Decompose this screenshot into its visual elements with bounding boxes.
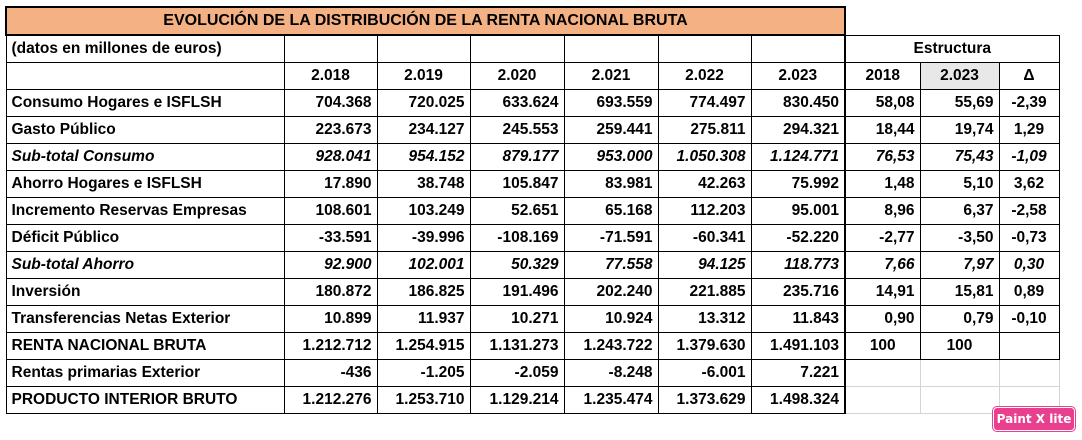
- value-cell[interactable]: 38.748: [377, 171, 470, 198]
- value-cell[interactable]: 108.601: [284, 198, 377, 225]
- structure-cell[interactable]: -0,10: [999, 306, 1059, 333]
- value-cell[interactable]: 102.001: [377, 252, 470, 279]
- year-header[interactable]: 2.018: [284, 63, 377, 90]
- structure-cell[interactable]: 100: [920, 333, 999, 360]
- value-cell[interactable]: -436: [284, 360, 377, 387]
- value-cell[interactable]: 235.716: [751, 279, 845, 306]
- value-cell[interactable]: 103.249: [377, 198, 470, 225]
- structure-cell[interactable]: -2,77: [845, 225, 920, 252]
- value-cell[interactable]: -2.059: [470, 360, 564, 387]
- value-cell[interactable]: -52.220: [751, 225, 845, 252]
- table-title[interactable]: EVOLUCIÓN DE LA DISTRIBUCIÓN DE LA RENTA NACIONAL BRUTA: [6, 7, 845, 35]
- value-cell[interactable]: -108.169: [470, 225, 564, 252]
- value-cell[interactable]: 633.624: [470, 90, 564, 117]
- value-cell[interactable]: 52.651: [470, 198, 564, 225]
- structure-header[interactable]: Estructura: [845, 35, 1059, 63]
- structure-cell[interactable]: 15,81: [920, 279, 999, 306]
- value-cell[interactable]: 830.450: [751, 90, 845, 117]
- row-label[interactable]: RENTA NACIONAL BRUTA: [6, 333, 284, 360]
- value-cell[interactable]: 11.937: [377, 306, 470, 333]
- value-cell[interactable]: -33.591: [284, 225, 377, 252]
- value-cell[interactable]: -71.591: [564, 225, 658, 252]
- table-row: [6, 360, 1059, 387]
- blank-cell[interactable]: [470, 35, 564, 63]
- table-row: [6, 171, 1059, 198]
- units-note[interactable]: (datos en millones de euros): [6, 35, 284, 63]
- table-row: [6, 198, 1059, 225]
- value-cell[interactable]: 234.127: [377, 117, 470, 144]
- structure-cell[interactable]: 0,90: [845, 306, 920, 333]
- table-row: [6, 90, 1059, 117]
- value-cell[interactable]: 953.000: [564, 144, 658, 171]
- value-cell[interactable]: 10.924: [564, 306, 658, 333]
- value-cell[interactable]: 191.496: [470, 279, 564, 306]
- value-cell[interactable]: 259.441: [564, 117, 658, 144]
- value-cell[interactable]: 1.243.722: [564, 333, 658, 360]
- blank-cell[interactable]: [751, 35, 845, 63]
- table-row: [6, 117, 1059, 144]
- value-cell[interactable]: 221.885: [658, 279, 751, 306]
- blank-cell[interactable]: [6, 63, 284, 90]
- value-cell[interactable]: 1.379.630: [658, 333, 751, 360]
- structure-year-header[interactable]: 2018: [845, 63, 920, 90]
- structure-cell[interactable]: -2,39: [999, 90, 1059, 117]
- value-cell[interactable]: 112.203: [658, 198, 751, 225]
- table-row: [6, 279, 1059, 306]
- value-cell[interactable]: 1.373.629: [658, 387, 751, 414]
- value-cell[interactable]: 7.221: [751, 360, 845, 387]
- row-label[interactable]: Sub-total Ahorro: [6, 252, 284, 279]
- structure-cell[interactable]: 76,53: [845, 144, 920, 171]
- year-header[interactable]: 2.021: [564, 63, 658, 90]
- blank-cell[interactable]: [845, 7, 1059, 35]
- value-cell[interactable]: 1.212.712: [284, 333, 377, 360]
- table-row: [6, 306, 1059, 333]
- value-cell[interactable]: 83.981: [564, 171, 658, 198]
- value-cell[interactable]: 50.329: [470, 252, 564, 279]
- row-label[interactable]: Incremento Reservas Empresas: [6, 198, 284, 225]
- value-cell[interactable]: 95.001: [751, 198, 845, 225]
- structure-cell[interactable]: 3,62: [999, 171, 1059, 198]
- structure-cell[interactable]: -3,50: [920, 225, 999, 252]
- value-cell[interactable]: 186.825: [377, 279, 470, 306]
- blank-cell[interactable]: [845, 360, 920, 387]
- structure-cell[interactable]: 0,30: [999, 252, 1059, 279]
- year-header[interactable]: 2.023: [751, 63, 845, 90]
- value-cell[interactable]: 693.559: [564, 90, 658, 117]
- row-label[interactable]: Transferencias Netas Exterior: [6, 306, 284, 333]
- structure-cell[interactable]: 58,08: [845, 90, 920, 117]
- value-cell[interactable]: 1.212.276: [284, 387, 377, 414]
- year-header[interactable]: 2.022: [658, 63, 751, 90]
- value-cell[interactable]: -1.205: [377, 360, 470, 387]
- table-row: [6, 387, 1059, 414]
- value-cell[interactable]: 10.899: [284, 306, 377, 333]
- row-label[interactable]: Consumo Hogares e ISFLSH: [6, 90, 284, 117]
- structure-year-header[interactable]: Δ: [999, 63, 1059, 90]
- value-cell[interactable]: -39.996: [377, 225, 470, 252]
- value-cell[interactable]: 879.177: [470, 144, 564, 171]
- structure-cell[interactable]: 5,10: [920, 171, 999, 198]
- value-cell[interactable]: 92.900: [284, 252, 377, 279]
- distribution-table: [5, 6, 1060, 414]
- value-cell[interactable]: 1.050.308: [658, 144, 751, 171]
- value-cell[interactable]: 1.131.273: [470, 333, 564, 360]
- value-cell[interactable]: 1.235.474: [564, 387, 658, 414]
- structure-cell[interactable]: 1,48: [845, 171, 920, 198]
- structure-cell[interactable]: 55,69: [920, 90, 999, 117]
- blank-cell[interactable]: [564, 35, 658, 63]
- value-cell[interactable]: 180.872: [284, 279, 377, 306]
- row-label[interactable]: Sub-total Consumo: [6, 144, 284, 171]
- value-cell[interactable]: 275.811: [658, 117, 751, 144]
- structure-cell[interactable]: 7,97: [920, 252, 999, 279]
- structure-cell[interactable]: 75,43: [920, 144, 999, 171]
- value-cell[interactable]: 294.321: [751, 117, 845, 144]
- value-cell[interactable]: 11.843: [751, 306, 845, 333]
- value-cell[interactable]: 1.498.324: [751, 387, 845, 414]
- value-cell[interactable]: 42.263: [658, 171, 751, 198]
- table-row: [6, 225, 1059, 252]
- row-label[interactable]: Inversión: [6, 279, 284, 306]
- blank-cell[interactable]: [999, 333, 1059, 360]
- structure-cell[interactable]: 0,79: [920, 306, 999, 333]
- value-cell[interactable]: 704.368: [284, 90, 377, 117]
- structure-cell[interactable]: 18,44: [845, 117, 920, 144]
- structure-year-header[interactable]: 2.023: [920, 63, 999, 90]
- value-cell[interactable]: 105.847: [470, 171, 564, 198]
- value-cell[interactable]: 17.890: [284, 171, 377, 198]
- structure-cell[interactable]: 7,66: [845, 252, 920, 279]
- value-cell[interactable]: 118.773: [751, 252, 845, 279]
- blank-cell[interactable]: [845, 387, 920, 414]
- value-cell[interactable]: 1.491.103: [751, 333, 845, 360]
- value-cell[interactable]: 223.673: [284, 117, 377, 144]
- value-cell[interactable]: 1.254.915: [377, 333, 470, 360]
- year-header[interactable]: 2.019: [377, 63, 470, 90]
- year-header[interactable]: 2.020: [470, 63, 564, 90]
- value-cell[interactable]: -60.341: [658, 225, 751, 252]
- table-row: [6, 144, 1059, 171]
- blank-cell[interactable]: [920, 387, 999, 414]
- value-cell[interactable]: 13.312: [658, 306, 751, 333]
- structure-cell[interactable]: 1,29: [999, 117, 1059, 144]
- value-cell[interactable]: 720.025: [377, 90, 470, 117]
- value-cell[interactable]: -6.001: [658, 360, 751, 387]
- value-cell[interactable]: 77.558: [564, 252, 658, 279]
- value-cell[interactable]: 1.129.214: [470, 387, 564, 414]
- structure-cell[interactable]: -2,58: [999, 198, 1059, 225]
- value-cell[interactable]: 774.497: [658, 90, 751, 117]
- value-cell[interactable]: 1.253.710: [377, 387, 470, 414]
- value-cell[interactable]: 928.041: [284, 144, 377, 171]
- value-cell[interactable]: 1.124.771: [751, 144, 845, 171]
- row-label[interactable]: PRODUCTO INTERIOR BRUTO: [6, 387, 284, 414]
- structure-cell[interactable]: 19,74: [920, 117, 999, 144]
- structure-cell[interactable]: 8,96: [845, 198, 920, 225]
- value-cell[interactable]: -8.248: [564, 360, 658, 387]
- row-label[interactable]: Rentas primarias Exterior: [6, 360, 284, 387]
- row-label[interactable]: Ahorro Hogares e ISFLSH: [6, 171, 284, 198]
- blank-cell[interactable]: [284, 35, 377, 63]
- value-cell[interactable]: 75.992: [751, 171, 845, 198]
- structure-cell[interactable]: 6,37: [920, 198, 999, 225]
- value-cell[interactable]: 65.168: [564, 198, 658, 225]
- table-row: [6, 333, 1059, 360]
- structure-cell[interactable]: -1,09: [999, 144, 1059, 171]
- value-cell[interactable]: 10.271: [470, 306, 564, 333]
- paint-x-lite-badge[interactable]: Paint X lite: [993, 407, 1075, 431]
- table-row: [6, 252, 1059, 279]
- blank-cell[interactable]: [999, 360, 1059, 387]
- value-cell[interactable]: 202.240: [564, 279, 658, 306]
- blank-cell[interactable]: [920, 360, 999, 387]
- structure-cell[interactable]: 14,91: [845, 279, 920, 306]
- value-cell[interactable]: 954.152: [377, 144, 470, 171]
- row-label[interactable]: Gasto Público: [6, 117, 284, 144]
- structure-cell[interactable]: 0,89: [999, 279, 1059, 306]
- structure-cell[interactable]: -0,73: [999, 225, 1059, 252]
- blank-cell[interactable]: [658, 35, 751, 63]
- value-cell[interactable]: 94.125: [658, 252, 751, 279]
- blank-cell[interactable]: [377, 35, 470, 63]
- row-label[interactable]: Déficit Público: [6, 225, 284, 252]
- structure-cell[interactable]: 100: [845, 333, 920, 360]
- value-cell[interactable]: 245.553: [470, 117, 564, 144]
